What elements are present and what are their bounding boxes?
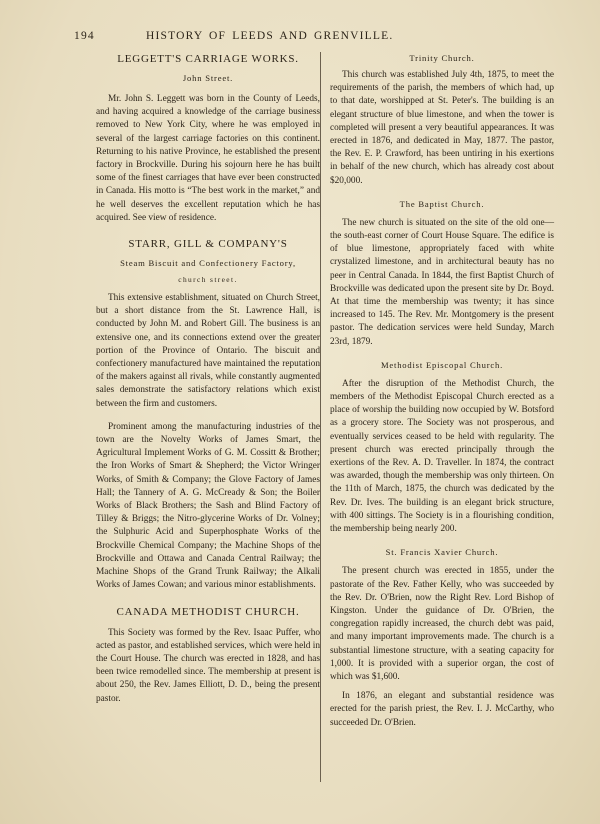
- heading-leggetts-carriage-works: LEGGETT'S CARRIAGE WORKS.: [117, 53, 299, 65]
- paragraph-trinity-church: This church was established July 4th, 1875, to meet the requirements of the parish, the members of which had, up to that date, worshipped at St. Peter's. The building is an elegant structure of blue limestone, and when the tower is completed will present a very beautiful appearances. It was erected in 1876, and dedicated in May, 1877. The pastor, the Rev. E. P. Crawford, has been untiring in his exertions in behalf of the new church, which has already cost about $20,000.: [330, 70, 554, 186]
- paragraph-manufacturing-industries: Prominent among the manufacturing industries of the town are the Novelty Works of James Smart, the Agricultural Implement Works of G. M. Cossitt & Brother; the Iron Works of Smart & Shepherd; the Victor Wringer Works, of Smith & Company; the Glove Factory of James Hall; the Tannery of A. G. McCready & Son; the Boiler Works of Black Brothers; the Sash and Blind Factory of Tilley & Briggs; the Nitro-glycerine Works of Dr. Volney; the Sulphuric Acid and Superphosphate Works of the Brockville Chemical Company; the Machine Shops of the Brockville and Ottawa and Canada Central Railway; the Machine Shops of the Grand Trunk Railway; the Alkali Works of James Cowan; and various minor establishments.: [96, 421, 320, 591]
- left-column: [96, 52, 320, 706]
- paragraph-parish-residence: In 1876, an elegant and substantial residence was erected for the parish priest, the Rev. I. J. McCarthy, who succeeded Dr. O'Brien.: [330, 691, 554, 728]
- running-header: [74, 30, 439, 46]
- paragraph-methodist-episcopal: After the disruption of the Methodist Church, the members of the Methodist Episcopal Church erected as a place of worship the building now occupied by W. Botsford as a grocery store. The Society was not prosperous, and eventually services ceased to be held with regularity. The present church was erected principally through the exertions of the Rev. A. D. Traveller. In 1874, the contract was awarded, though the membership was only thirteen. On the 11th of March, 1875, the church was dedicated by the Rev. Dr. Ives. The building is an elegant brick structure, with 400 sittings. The Society is in a flourishing condition, the membership being nearly 200.: [330, 378, 554, 535]
- subheading-john-street: John Street.: [182, 73, 234, 83]
- heading-baptist-church: The Baptist Church.: [399, 198, 485, 209]
- heading-st-francis-xavier-church: St. Francis Xavier Church.: [385, 547, 499, 558]
- running-title: HISTORY OF LEEDS AND GRENVILLE.: [146, 30, 394, 42]
- heading-canada-methodist-church: CANADA METHODIST CHURCH.: [116, 605, 300, 618]
- paragraph-canada-methodist: This Society was formed by the Rev. Isaac Puffer, who acted as pastor, and established services, which were held in the Court House. The church was erected in 1828, and has been twice remodelled since. The membership at present is about 250, the Rev. James Elliott, D. D., being the present pastor.: [96, 627, 320, 704]
- heading-trinity-church: Trinity Church.: [409, 53, 475, 63]
- paragraph-starr-gill: This extensive establishment, situated on Church Street, but a short distance from the St. Lawrence Hall, is conducted by John M. and Robert Gill. The business is an extensive one, and its connections extend over the greater portion of the Province of Ontario. The biscuit and confectionery manufactured have maintained the reputation of the makers against all rivals, while constantly augmented sales demonstrate the satisfactory relations which exist between the firm and customers.: [96, 293, 320, 409]
- paragraph-st-francis-xavier: The present church was erected in 1855, under the pastorate of the Rev. Father Kelly, who was succeeded by the Rev. Dr. O'Brien, now the Right Rev. Lord Bishop of Kingston. Under the guidance of Dr. O'Brien, the congregation rapidly increased, the church debt was paid, and many important improvements made. The church is a substantial limestone structure, with a seating capacity for 1,000. It is provided with a superior organ, the cost of which was $1,600.: [330, 566, 554, 682]
- heading-methodist-episcopal-church: Methodist Episcopal Church.: [380, 359, 504, 370]
- page-number: 194: [74, 30, 95, 42]
- subheading-church-street: church street.: [178, 275, 238, 285]
- paragraph-baptist-church: The new church is situated on the site of the old one—the south-east corner of Court House Square. The edifice is of blue limestone, appropriately faced with white crystalized limestone, and in architectural beauty has no peer in Central Canada. In 1844, the first Baptist Church of Brockville was dedicated upon the present site by Dr. Boyd. At that time the membership was twenty; it has since increased to 145. The Rev. Mr. Montgomery is the present pastor. The dedication services were held Sunday, March 23rd, 1879.: [330, 217, 554, 347]
- subheading-biscuit-factory: Steam Biscuit and Confectionery Factory,: [120, 258, 296, 269]
- paragraph-leggett: Mr. John S. Leggett was born in the County of Leeds, and having acquired a knowledge of the carriage business removed to New York City, where he was employed in several of the largest carriage factories on this continent. Returning to his native Province, he established the present factory in Brockville. During his sojourn here he has built some of the finest carriages that have ever been constructed in Canada. His motto is “The best work in the market,” and he well deserves the excellent reputation which he has acquired. See view of residence.: [96, 94, 320, 223]
- heading-starr-gill-company: STARR, GILL & COMPANY'S: [128, 238, 288, 251]
- column-divider: [320, 52, 321, 782]
- right-column: [330, 52, 554, 730]
